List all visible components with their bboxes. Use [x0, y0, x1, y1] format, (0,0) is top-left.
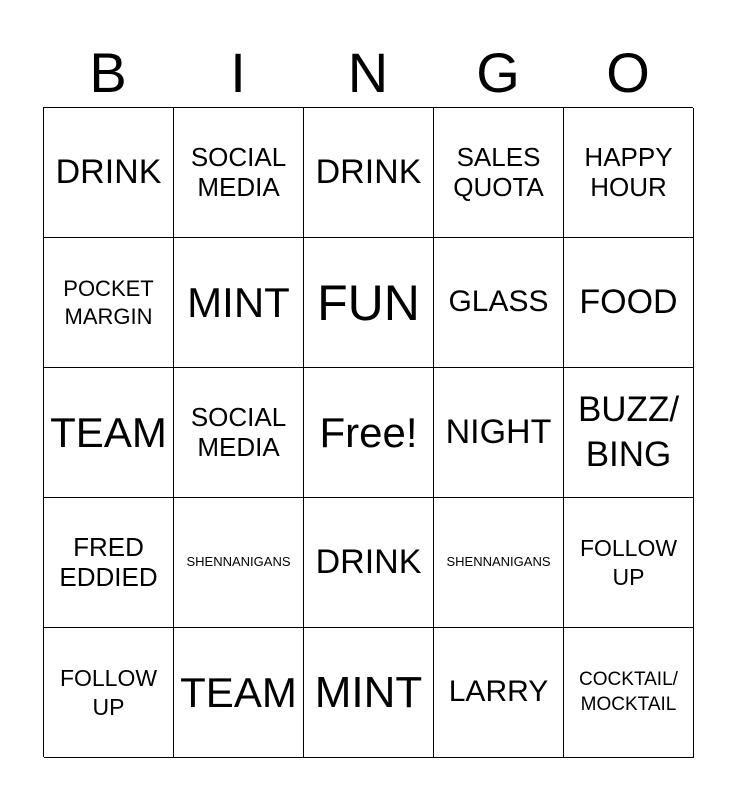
cell-text: LARRY [448, 675, 549, 709]
bingo-cell[interactable] [304, 108, 434, 238]
cell-text: FRED EDDIED [59, 532, 158, 592]
bingo-cell[interactable] [44, 628, 174, 758]
bingo-cell[interactable] [44, 498, 174, 628]
bingo-cell[interactable] [304, 628, 434, 758]
bingo-cell[interactable] [434, 368, 564, 498]
header-letter-o: O [606, 41, 650, 104]
bingo-cell[interactable] [174, 498, 304, 628]
cell-text: FUN [317, 274, 420, 331]
cell-text: GLASS [448, 285, 549, 319]
bingo-cell[interactable] [564, 628, 694, 758]
bingo-cell[interactable] [434, 238, 564, 368]
cell-text: BUZZ/ BING [577, 389, 680, 474]
bingo-cell[interactable] [434, 498, 564, 628]
bingo-cell[interactable] [174, 238, 304, 368]
cell-text: SHENNANIGANS [186, 554, 291, 570]
cell-text: POCKET MARGIN [63, 276, 154, 329]
bingo-cell[interactable] [44, 108, 174, 238]
bingo-cell[interactable] [434, 108, 564, 238]
header-letter-g: G [476, 41, 520, 104]
bingo-header [43, 40, 693, 106]
bingo-cell[interactable] [174, 368, 304, 498]
cell-text: SALES QUOTA [453, 142, 544, 202]
bingo-cell[interactable] [564, 108, 694, 238]
header-letter-n: N [347, 41, 389, 104]
cell-text: FOOD [579, 283, 678, 322]
cell-text: TEAM [50, 408, 167, 456]
cell-text: DRINK [315, 153, 422, 192]
bingo-cell[interactable] [564, 498, 694, 628]
cell-text: COCKTAIL/ MOCKTAIL [579, 668, 678, 715]
bingo-cell[interactable] [434, 628, 564, 758]
cell-text: DRINK [315, 543, 422, 582]
bingo-cell[interactable] [174, 628, 304, 758]
cell-text: SOCIAL MEDIA [190, 142, 287, 202]
free-space-cell[interactable] [304, 368, 434, 498]
bingo-cell[interactable] [564, 238, 694, 368]
header-letter-i: I [230, 41, 246, 104]
bingo-cell[interactable] [304, 498, 434, 628]
cell-text: TEAM [180, 668, 297, 716]
bingo-board [43, 107, 693, 757]
cell-text: HAPPY HOUR [584, 142, 673, 202]
cell-text: FOLLOW UP [579, 534, 678, 590]
cell-text: DRINK [55, 153, 162, 192]
free-space-text: Free! [319, 408, 418, 456]
cell-text: SHENNANIGANS [446, 554, 551, 570]
bingo-cell[interactable] [564, 368, 694, 498]
cell-text: FOLLOW UP [59, 664, 158, 720]
cell-text: MINT [187, 278, 290, 326]
header-letter-b: B [89, 41, 127, 104]
cell-text: SOCIAL MEDIA [190, 402, 287, 462]
cell-text: MINT [314, 667, 423, 717]
cell-text: NIGHT [445, 413, 552, 452]
bingo-cell[interactable] [44, 238, 174, 368]
bingo-cell[interactable] [304, 238, 434, 368]
bingo-cell[interactable] [44, 368, 174, 498]
bingo-cell[interactable] [174, 108, 304, 238]
